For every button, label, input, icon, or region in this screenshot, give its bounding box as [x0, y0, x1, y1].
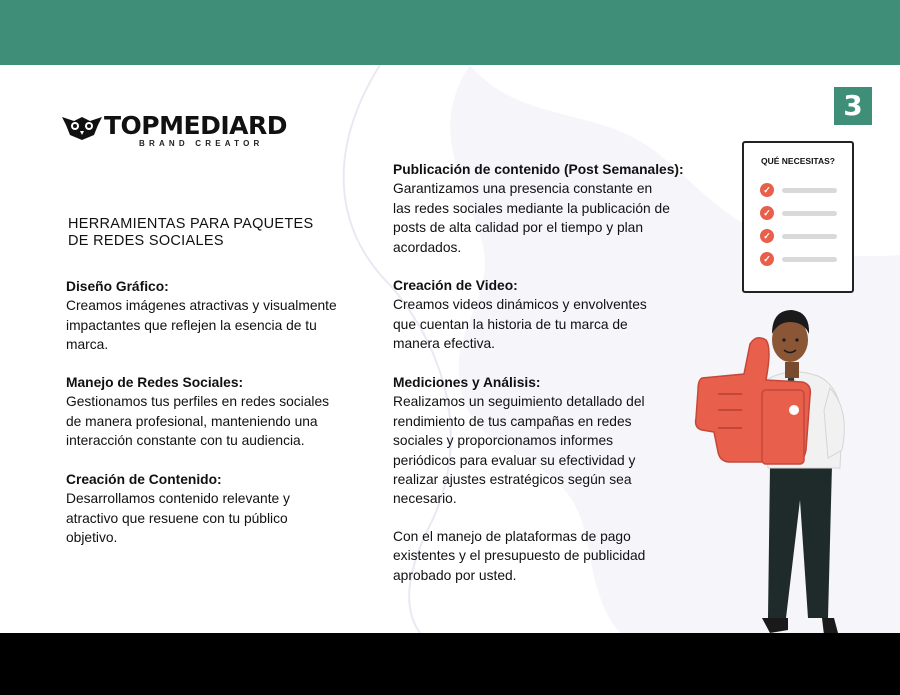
footer-band [0, 633, 900, 695]
check-icon: ✓ [760, 206, 774, 220]
owl-logo-icon [62, 113, 102, 141]
checklist-row [760, 183, 840, 197]
closing-note: Con el manejo de plataformas de pago existentes y el presupuesto de publicidad aprobado por usted. [393, 529, 646, 583]
checklist-card [742, 141, 854, 293]
brand-name: TOPMEDIARD [104, 111, 287, 140]
service-title: Manejo de Redes Sociales: [66, 375, 244, 390]
service-title: Creación de Video: [393, 278, 518, 293]
section-title: HERRAMIENTAS PARA PAQUETES DE REDES SOCIALES [68, 216, 314, 249]
service-item-creacion-contenido: Creación de Contenido: Desarrollamos contenido relevante y atractivo que resuene con tu público objetivo. [66, 470, 376, 548]
brand-tagline: BRAND CREATOR [139, 139, 264, 148]
service-item-mediciones-analisis: Mediciones y Análisis: Realizamos un seguimiento detallado del rendimiento de tus campañas en redes sociales y proporcionamos informes periódicos para evaluar su efectividad y realizar ajustes estratégicos según sea necesario. [393, 373, 713, 509]
checklist-title: QUÉ NECESITAS? [761, 156, 835, 166]
man-with-thumbs-up-icon [690, 300, 860, 640]
service-title: Mediciones y Análisis: [393, 375, 541, 390]
check-icon: ✓ [760, 252, 774, 266]
checklist-row [760, 252, 840, 266]
service-title: Creación de Contenido: [66, 472, 222, 487]
service-title: Diseño Gráfico: [66, 279, 169, 294]
service-title: Publicación de contenido (Post Semanales): [393, 162, 684, 177]
checklist-row [760, 206, 840, 220]
placeholder-line [782, 234, 837, 239]
placeholder-line [782, 188, 837, 193]
header-band [0, 0, 900, 65]
service-item-diseno-grafico: Diseño Gráfico: Creamos imágenes atractivas y visualmente impactantes que reflejen la esencia de tu marca. [66, 277, 376, 355]
checklist-row [760, 229, 840, 243]
placeholder-line [782, 211, 837, 216]
service-item-creacion-video: Creación de Video: Creamos videos dinámicos y envolventes que cuentan la historia de tu marca de manera efectiva. [393, 276, 713, 354]
check-icon: ✓ [760, 183, 774, 197]
placeholder-line [782, 257, 837, 262]
service-item-manejo-redes: Manejo de Redes Sociales: Gestionamos tus perfiles en redes sociales de manera profesional, manteniendo una interacción constante con tu audiencia. [66, 373, 376, 451]
brand-logo [62, 110, 322, 154]
service-item-publicacion-contenido: Publicación de contenido (Post Semanales): Garantizamos una presencia constante en las redes sociales mediante la publicación de posts de alta calidad por el tiempo y plan acordados. [393, 160, 713, 257]
page-number-badge: 3 [834, 87, 872, 125]
check-icon: ✓ [760, 229, 774, 243]
